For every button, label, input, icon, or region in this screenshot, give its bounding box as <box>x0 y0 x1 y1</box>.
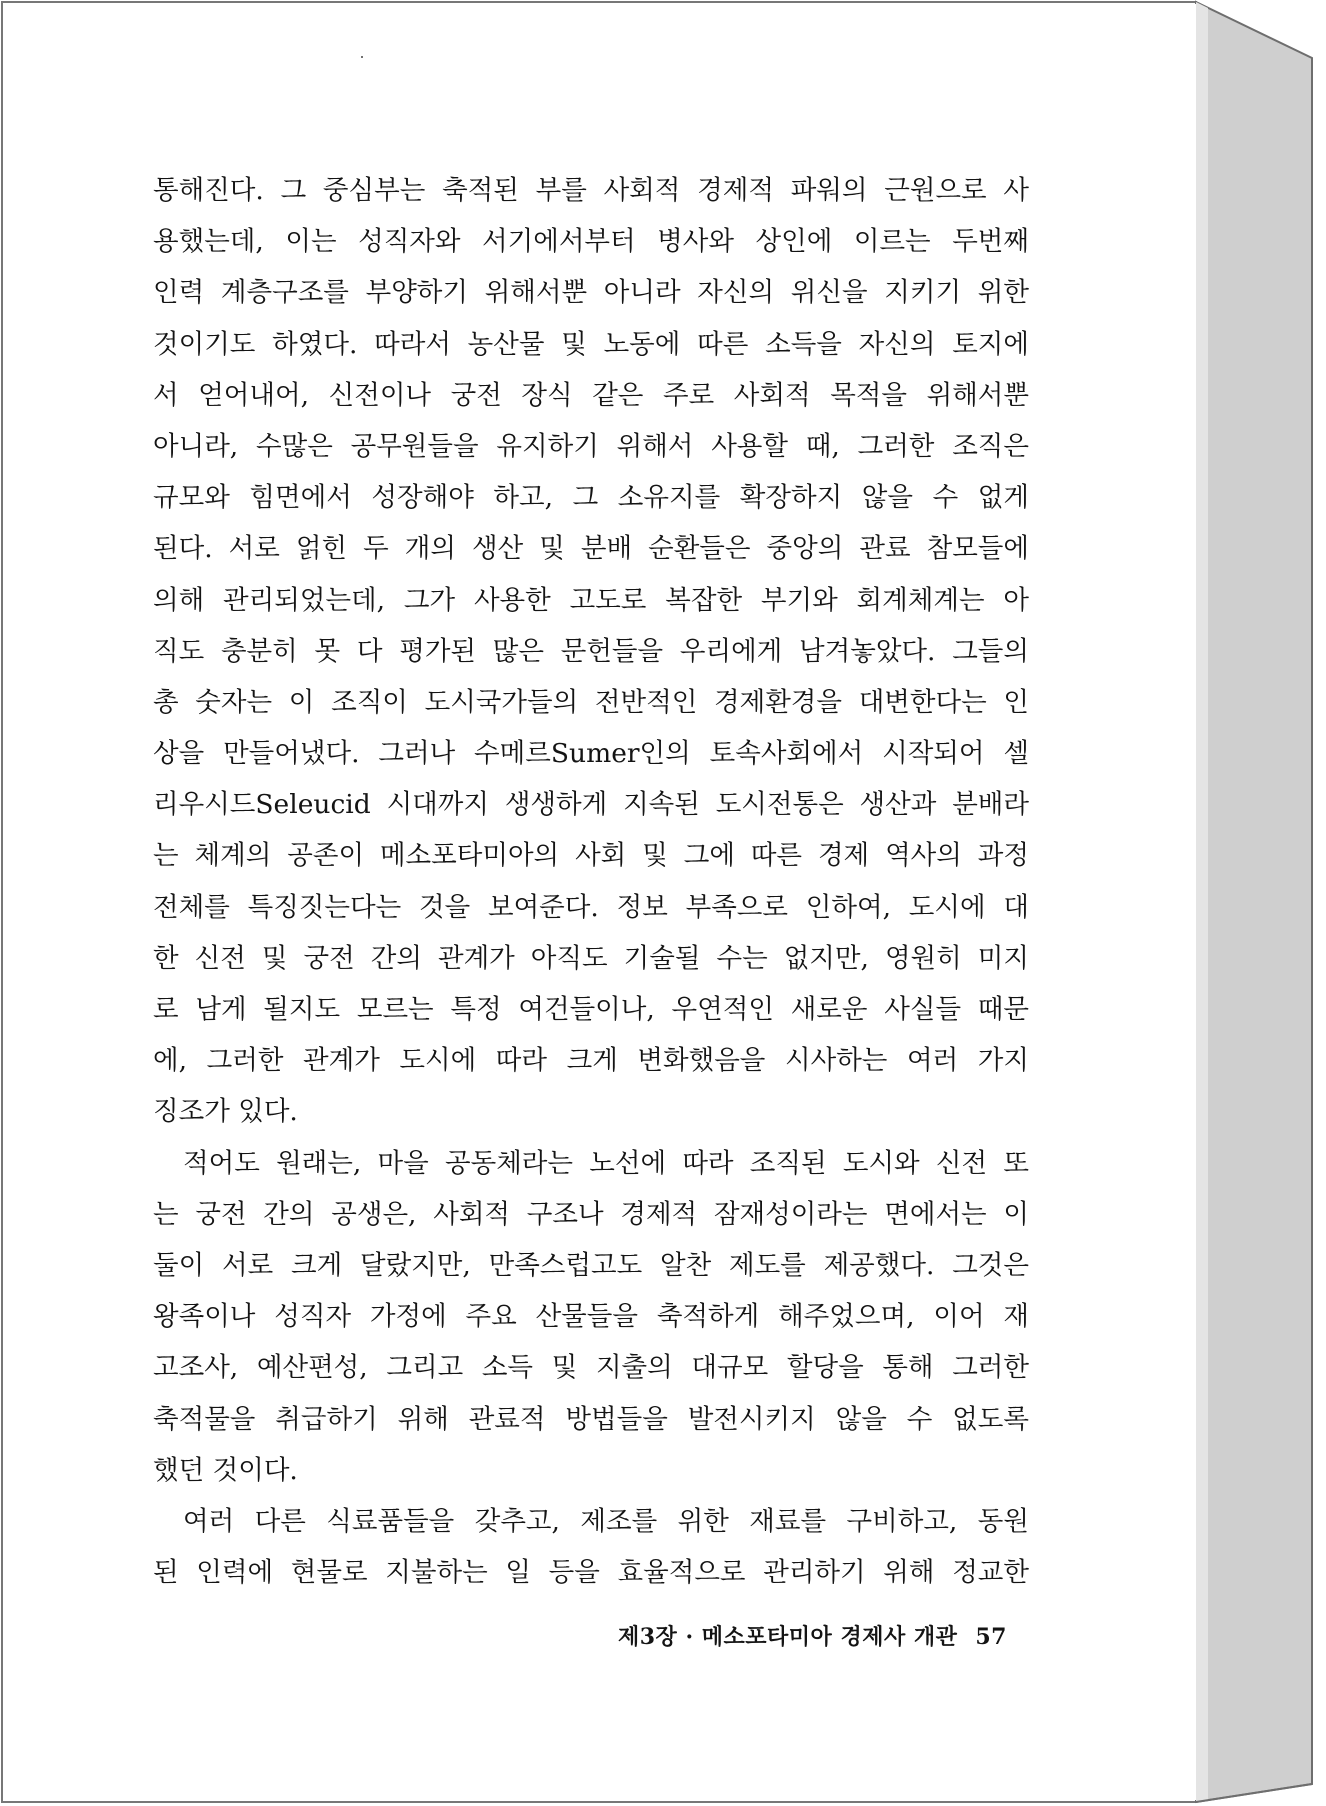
text-line: 적어도 원래는, 마을 공동체라는 노선에 따라 조직된 도시와 신전 또 <box>183 1147 1029 1179</box>
text-line: 통해진다. 그 중심부는 축적된 부를 사회적 경제적 파워의 근원으로 사 <box>153 175 1029 206</box>
text-line: 둘이 서로 크게 달랐지만, 만족스럽고도 알찬 제도를 제공했다. 그것은 <box>153 1249 1029 1281</box>
text-line: 총 숫자는 이 조직이 도시국가들의 전반적인 경제환경을 대변한다는 인 <box>153 686 1029 718</box>
text-line: 상을 만들어냈다. 그러나 수메르Sumer인의 토속사회에서 시작되어 셀 <box>153 738 1029 770</box>
page-number: 57 <box>975 1624 1007 1650</box>
running-title: 제3장 · 메소포타미아 경제사 개관 <box>617 1624 958 1650</box>
running-footer <box>618 1620 1007 1651</box>
body-text <box>153 165 1029 1598</box>
text-line: 여러 다른 식료품들을 갖추고, 제조를 위한 재료를 구비하고, 동원 <box>183 1505 1029 1537</box>
text-line: 의해 관리되었는데, 그가 사용한 고도로 복잡한 부기와 회계체계는 아 <box>153 584 1029 616</box>
text-line: 직도 충분히 못 다 평가된 많은 문헌들을 우리에게 남겨놓았다. 그들의 <box>153 635 1029 667</box>
text-line: 한 신전 및 궁전 간의 관계가 아직도 기술될 수는 없지만, 영원히 미지 <box>153 942 1029 974</box>
text-line: 아니라, 수많은 공무원들을 유지하기 위해서 사용할 때, 그러한 조직은 <box>153 430 1029 462</box>
text-line: 했던 것이다. <box>153 1454 298 1486</box>
text-line: 왕족이나 성직자 가정에 주요 산물들을 축적하게 해주었으며, 이어 재 <box>153 1301 1029 1333</box>
text-line: 것이기도 하였다. 따라서 농산물 및 노동에 따른 소득을 자신의 토지에 <box>153 328 1029 360</box>
text-line: 로 남게 될지도 모르는 특정 여건들이나, 우연적인 새로운 사실들 때문 <box>153 994 1029 1025</box>
text-line: 축적물을 취급하기 위해 관료적 방법들을 발전시키지 않을 수 없도록 <box>153 1403 1029 1435</box>
text-line: 고조사, 예산편성, 그리고 소득 및 지출의 대규모 할당을 통해 그러한 <box>153 1352 1029 1384</box>
text-line: 서 얻어내어, 신전이나 궁전 장식 같은 주로 사회적 목적을 위해서뿐 <box>153 379 1029 411</box>
text-line: 된다. 서로 얽힌 두 개의 생산 및 분배 순환들은 중앙의 관료 참모들에 <box>153 533 1029 565</box>
scan-speck <box>361 56 363 58</box>
text-line: 인력 계층구조를 부양하기 위해서뿐 아니라 자신의 위신을 지키기 위한 <box>153 277 1029 309</box>
text-line: 리우시드Seleucid 시대까지 생생하게 지속된 도시전통은 생산과 분배라 <box>153 789 1029 821</box>
text-line: 된 인력에 현물로 지불하는 일 등을 효율적으로 관리하기 위해 정교한 <box>153 1557 1029 1589</box>
text-line: 용했는데, 이는 성직자와 서기에서부터 병사와 상인에 이르는 두번째 <box>153 226 1029 258</box>
text-line: 전체를 특징짓는다는 것을 보여준다. 정보 부족으로 인하여, 도시에 대 <box>153 891 1029 923</box>
text-line: 에, 그러한 관계가 도시에 따라 크게 변화했음을 시사하는 여러 가지 <box>153 1045 1029 1077</box>
text-line: 는 궁전 간의 공생은, 사회적 구조나 경제적 잠재성이라는 면에서는 이 <box>153 1198 1029 1230</box>
text-line: 는 체계의 공존이 메소포타미아의 사회 및 그에 따른 경제 역사의 과정 <box>153 840 1029 872</box>
text-line: 규모와 힘면에서 성장해야 하고, 그 소유지를 확장하지 않을 수 없게 <box>153 482 1029 514</box>
text-line: 징조가 있다. <box>153 1096 298 1128</box>
